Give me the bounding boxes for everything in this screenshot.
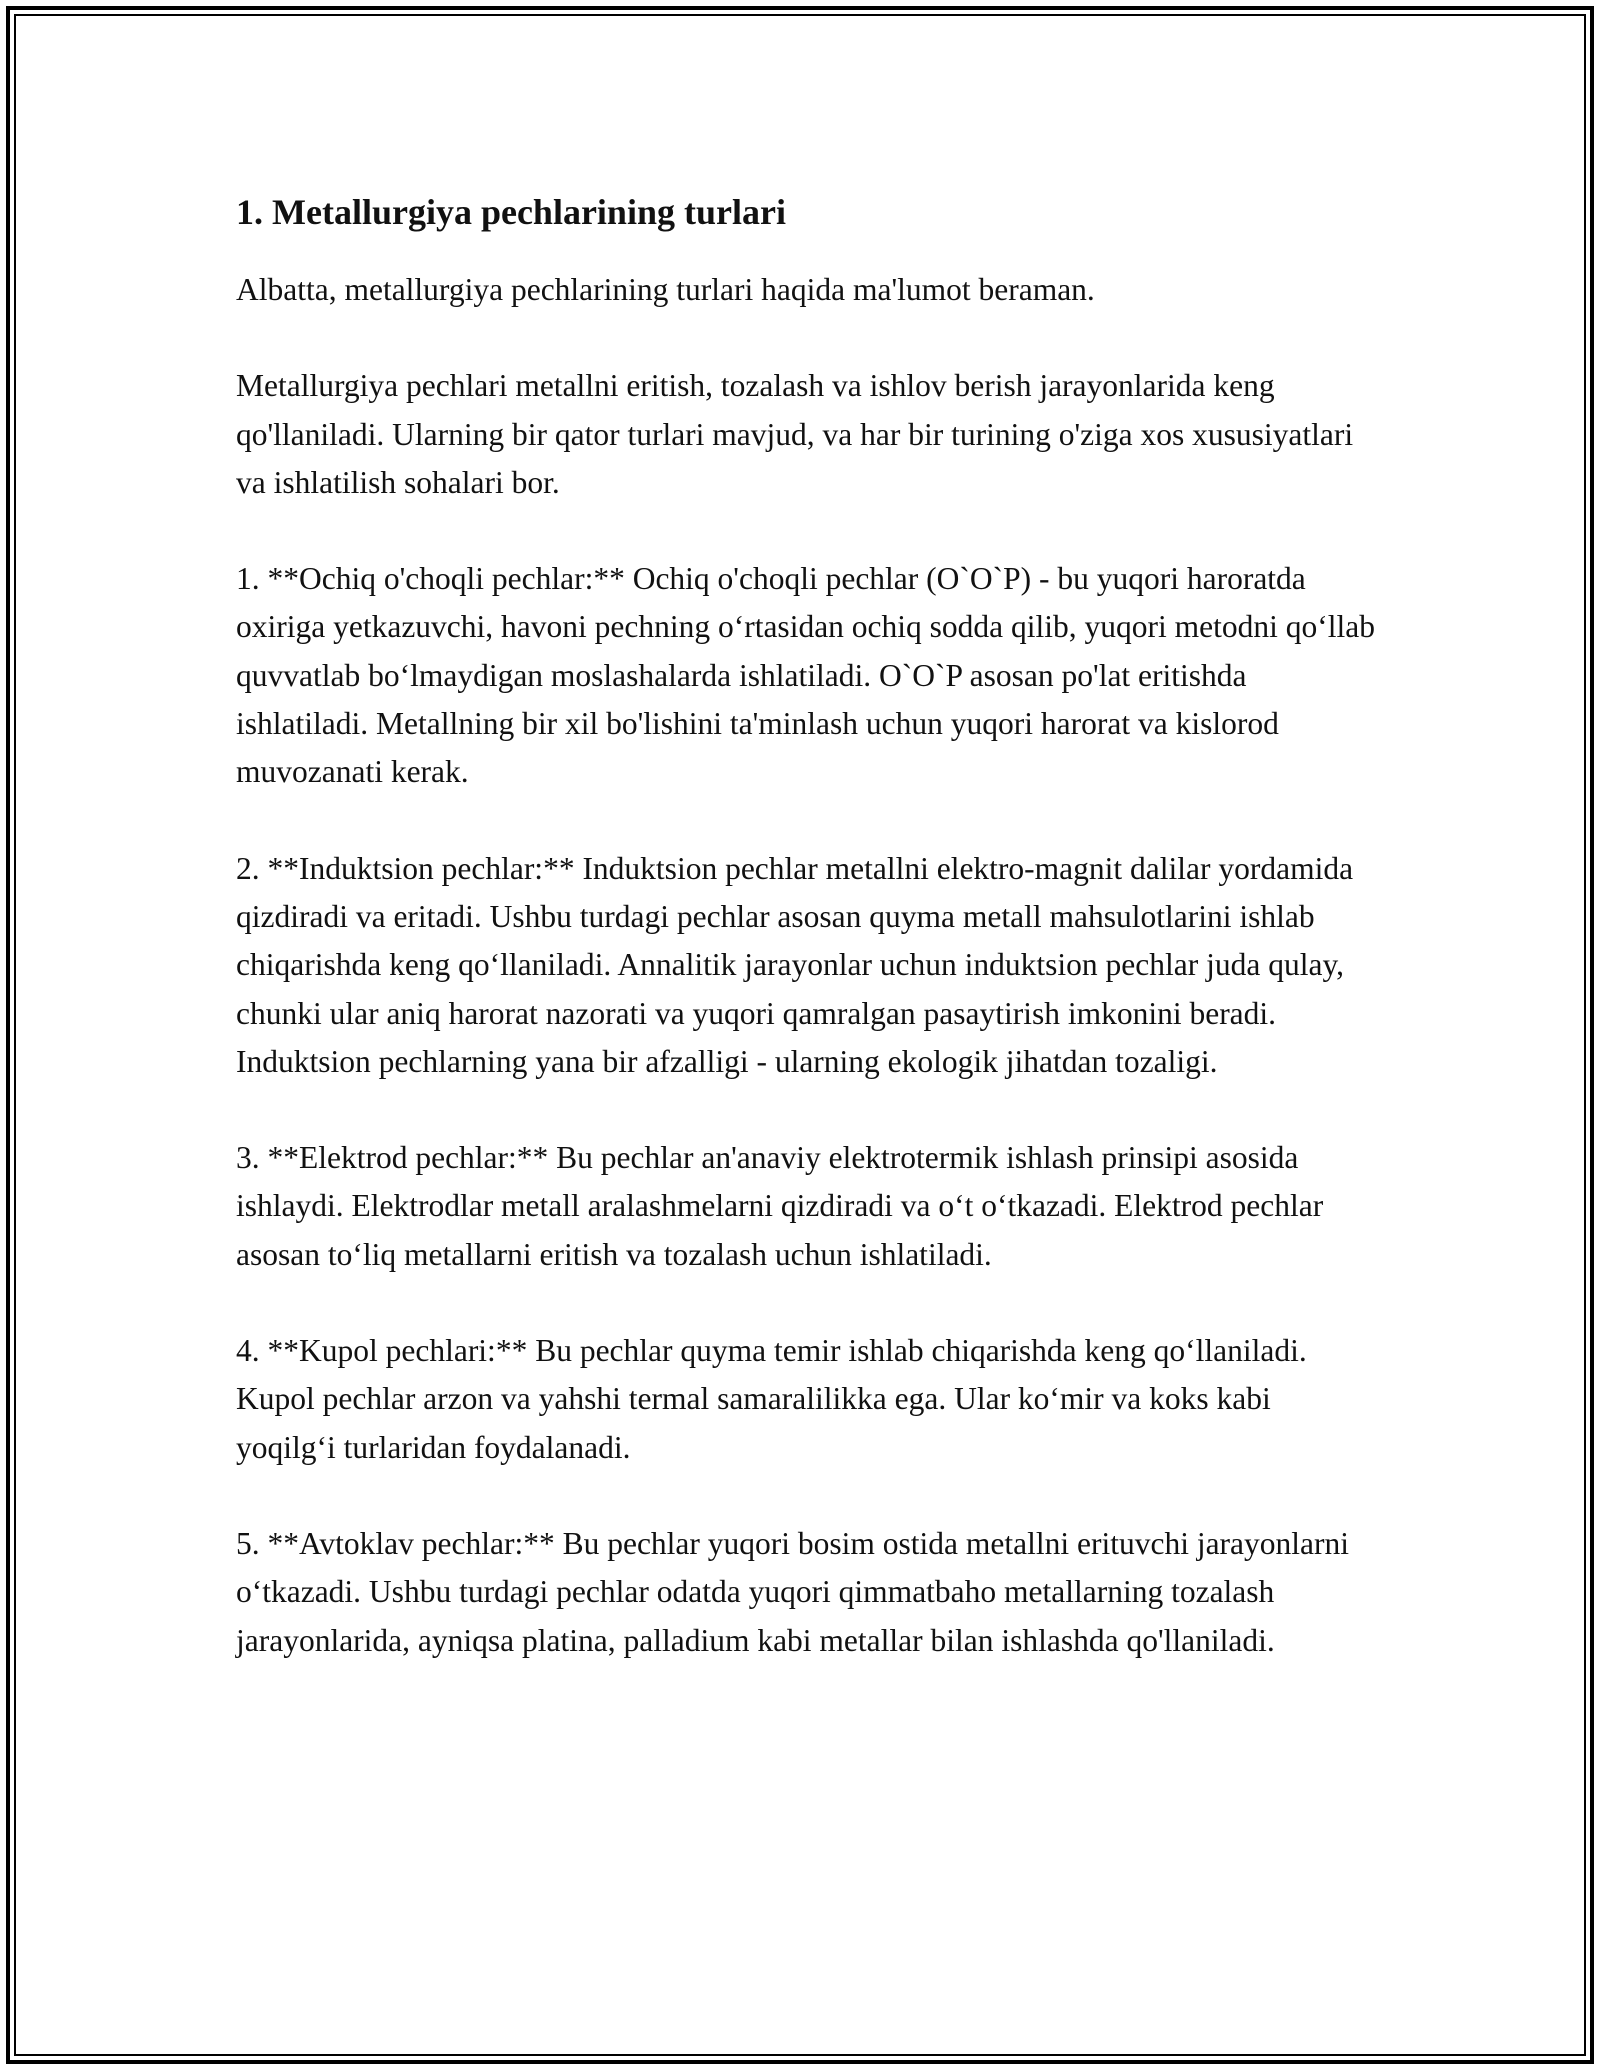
item-paragraph-cupola: 4. **Kupol pechlari:** Bu pechlar quyma temir ishlab chiqarishda keng qo‘llaniladi. Kupol pechlar arzon va yahshi termal samaralilikka ega. Ular ko‘mir va koks kabi yoqilg‘i turlaridan foydalanadi. (236, 1333, 1307, 1465)
item-paragraph-electrode: 3. **Elektrod pechlar:** Bu pechlar an'anaviy elektrotermik ishlash prinsipi asosida ishlaydi. Elektrodlar metall aralashmelarni qizdiradi va o‘t o‘tkazadi. Elektrod pechlar asosan to‘liq metallarni eritish va tozalash uchun ishlatiladi. (236, 1140, 1324, 1272)
item-paragraph-autoclave: 5. **Avtoklav pechlar:** Bu pechlar yuqori bosim ostida metallni erituvchi jarayonlarni o‘tkazadi. Ushbu turdagi pechlar odatda yuqori qimmatbaho metallarning tozalash jarayonlarida, ayniqsa platina, palladium kabi metallar bilan ishlashda qo'llaniladi. (236, 1525, 1350, 1658)
item-paragraph-open-hearth: 1. **Ochiq o'choqli pechlar:** Ochiq o'choqli pechlar (O`O`P) - bu yuqori haroratda oxiriga yetkazuvchi, havoni pechning o‘rtasidan ochiq sodda qilib, yuqori metodni qo‘llab quvvatlab bo‘lmaydigan moslashalarda ishlatiladi. O`O`P asosan po'lat eritishda ishlatiladi. Metallning bir xil bo'lishini ta'minlash uchun yuqori harorat va kislorod muvozanati kerak. (236, 561, 1375, 790)
item-paragraph-induction: 2. **Induktsion pechlar:** Induktsion pechlar metallni elektro-magnit dalilar yordamida qizdiradi va eritadi. Ushbu turdagi pechlar asosan quyma metall mahsulotlarini ishlab chiqarishda keng qo‘llaniladi. Annalitik jarayonlar uchun induktsion pechlar juda qulay, chunki ular aniq harorat nazorati va yuqori qamralgan pasaytirish imkonini beradi. Induktsion pechlarning yana bir afzalligi - ularning ekologik jihatdan tozaligi. (236, 850, 1354, 1079)
intro-paragraph: Albatta, metallurgiya pechlarining turlari haqida ma'lumot beraman. (236, 272, 1095, 307)
overview-paragraph: Metallurgiya pechlari metallni eritish, tozalash va ishlov berish jarayonlarida keng qo'llaniladi. Ularning bir qator turlari mavjud, va har bir turining o'ziga xos xususiyatlari va ishlatilish sohalari bor. (236, 368, 1354, 500)
document-title: 1. Metallurgiya pechlarining turlari (236, 192, 786, 232)
document-body (236, 188, 1376, 1665)
